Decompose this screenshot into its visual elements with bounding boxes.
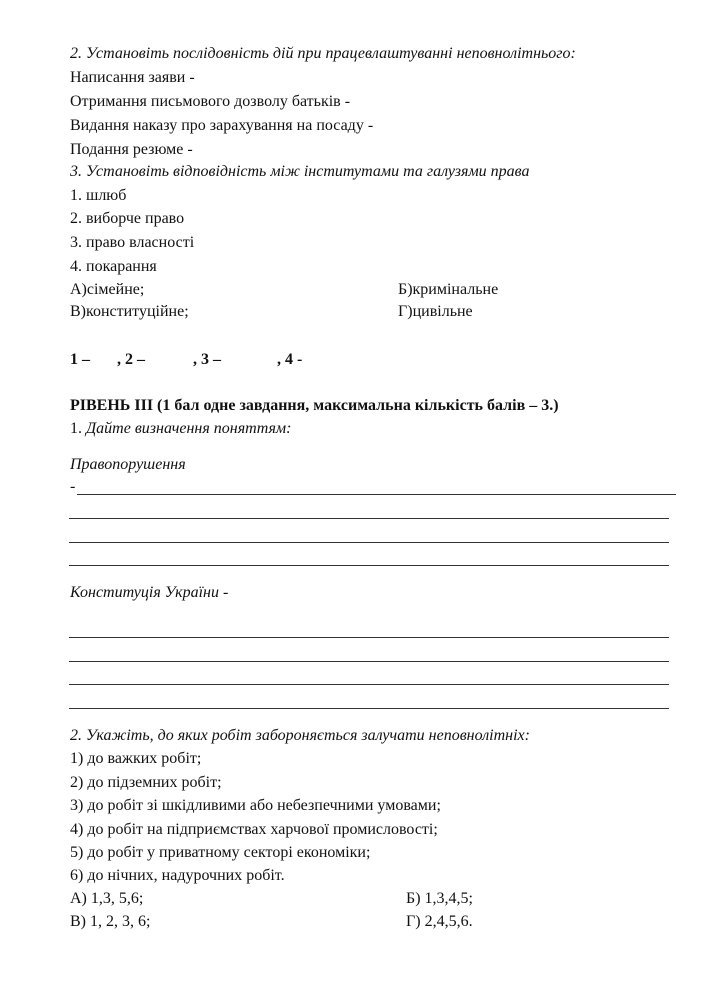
step-item: Подання резюме - (70, 141, 193, 158)
task-2-option-v: В) 1, 2, 3, 6; (70, 913, 151, 930)
option-a: А)сімейне; (70, 281, 145, 298)
institution-item: 2. виборче право (70, 210, 185, 227)
task-2-option-g: Г) 2,4,5,6. (406, 913, 473, 930)
task-2-option-b: Б) 1,3,4,5; (406, 890, 473, 907)
answer-line[interactable] (69, 565, 669, 566)
answer-line[interactable] (77, 494, 676, 495)
answer-line[interactable] (69, 684, 669, 685)
institution-item: 4. покарання (70, 258, 157, 275)
work-item: 4) до робіт на підприємствах харчової промисловості; (70, 821, 438, 838)
work-item: 6) до нічних, надурочних робіт. (70, 867, 285, 884)
task-1-number: 1. (70, 420, 82, 437)
question-2-title: 2. Установіть послідовність дій при працевлаштуванні неповнолітнього: (70, 45, 576, 62)
option-b: Б)кримінальне (398, 281, 499, 298)
institution-item: 3. право власності (70, 234, 195, 251)
work-item: 1) до важких робіт; (70, 750, 202, 767)
answer-label-3: , 3 – (193, 351, 221, 368)
step-item: Отримання письмового дозволу батьків - (70, 93, 351, 110)
term-offense: Правопорушення (70, 456, 186, 473)
answer-label-4: , 4 - (277, 351, 303, 368)
option-g: Г)цивільне (398, 303, 473, 320)
step-item: Написання заяви - (70, 69, 195, 86)
answer-line[interactable] (69, 542, 669, 543)
work-item: 5) до робіт у приватному секторі економіки; (70, 844, 371, 861)
work-item: 3) до робіт зі шкідливими або небезпечними умовами; (70, 797, 441, 814)
term-constitution: Конституція України - (70, 584, 229, 601)
institution-item: 1. шлюб (70, 187, 127, 204)
term-offense-dash: - (70, 478, 76, 495)
answer-line[interactable] (69, 708, 669, 709)
work-item: 2) до підземних робіт; (70, 774, 222, 791)
task-1-title: Дайте визначення поняттям: (86, 420, 292, 437)
task-2-option-a: А) 1,3, 5,6; (70, 890, 144, 907)
answer-line[interactable] (69, 661, 669, 662)
answer-line[interactable] (69, 518, 669, 519)
answer-label-1: 1 – (70, 351, 90, 368)
question-3-title: 3. Установіть відповідність між інститутами та галузями права (70, 163, 530, 180)
step-item: Видання наказу про зарахування на посаду - (70, 117, 374, 134)
option-v: В)конституційне; (70, 303, 189, 320)
level-3-heading: РІВЕНЬ ІІІ (1 бал одне завдання, максимальна кількість балів – 3.) (70, 397, 559, 414)
task-1-line (70, 420, 291, 438)
task-2-title: 2. Укажіть, до яких робіт забороняється залучати неповнолітніх: (70, 727, 530, 744)
answer-label-2: , 2 – (117, 351, 145, 368)
answer-line[interactable] (69, 637, 669, 638)
